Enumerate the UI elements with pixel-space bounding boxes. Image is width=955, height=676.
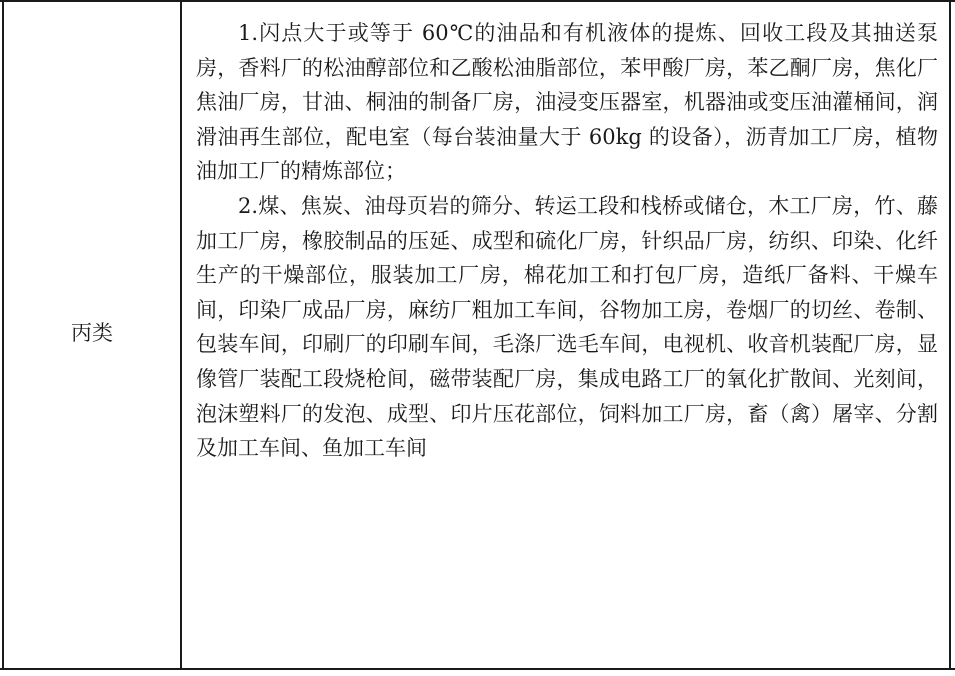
table-right-border xyxy=(949,0,951,670)
list-item: 1.闪点大于或等于 60℃的油品和有机液体的提炼、回收工段及其抽送泵房，香料厂的松油醇部位和乙酸松油脂部位，苯甲酸厂房，苯乙酮厂房，焦化厂焦油厂房，甘油、桐油的制备厂房，油浸变压器室，机器油或变压油灌桶间，润滑油再生部位，配电室（每台装油量大于 60kg 的设备），沥青加工厂房，植物油加工厂的精炼部位； xyxy=(196,21,938,184)
description-cell xyxy=(196,16,938,466)
list-item: 2.煤、焦炭、油母页岩的筛分、转运工段和栈桥或储仓，木工厂房，竹、藤加工厂房，橡胶制品的压延、成型和硫化厂房，针织品厂房，纺织、印染、化纤生产的干燥部位，服装加工厂房，棉花加工和打包厂房，造纸厂备料、干燥车间，印染厂成品厂房，麻纺厂粗加工车间，谷物加工房，卷烟厂的切丝、卷制、包装车间，印刷厂的印刷车间，毛涤厂选毛车间，电视机、收音机装配厂房，显像管厂装配工段烧枪间，磁带装配厂房，集成电路工厂的氧化扩散间、光刻间，泡沫塑料厂的发泡、成型、印片压花部位，饲料加工厂房，畜（禽）屠宰、分割及加工车间、鱼加工车间 xyxy=(196,193,938,461)
table-bottom-border xyxy=(0,668,955,670)
column-divider xyxy=(180,0,182,670)
category-cell: 丙类 xyxy=(71,321,113,345)
table-top-border xyxy=(0,0,955,2)
